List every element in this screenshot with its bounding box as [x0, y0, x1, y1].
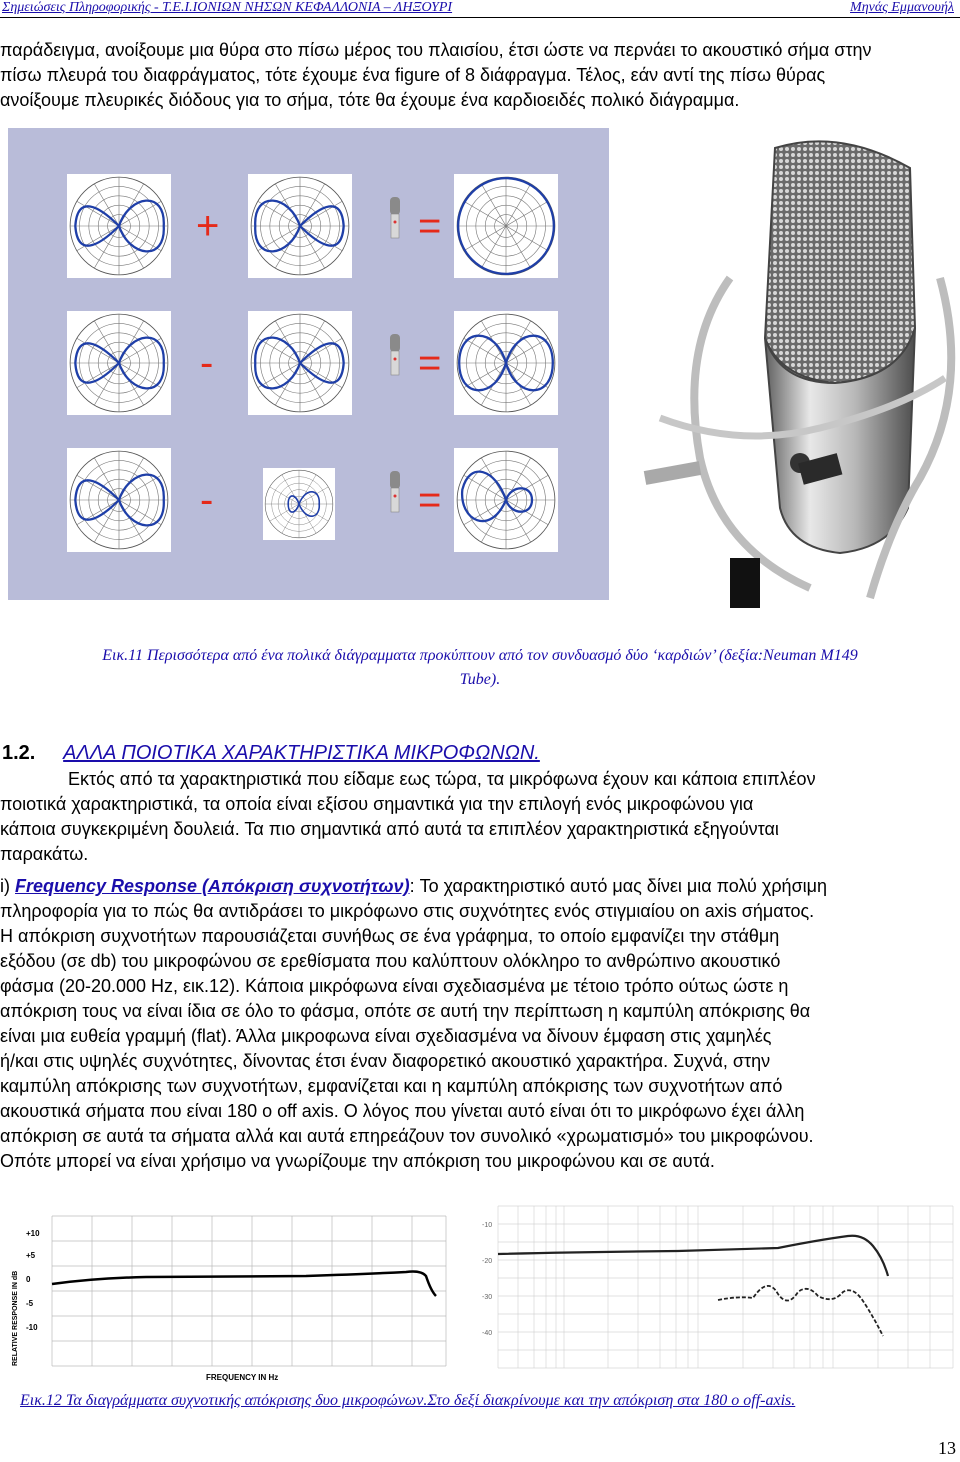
- intro-line: παράδειγμα, ανοίξουμε μια θύρα στο πίσω μέρος του πλαισίου, έτσι ώστε να περνάει το ακουστικό σήμα στην: [0, 40, 872, 60]
- figure11-caption: [0, 644, 960, 692]
- figure11-caption-line: Tube).: [459, 671, 501, 688]
- header-right[interactable]: Μηνάς Εμμανουήλ: [850, 0, 954, 15]
- y-tick-label: 0: [26, 1275, 31, 1284]
- polar-chart-cardioid-right: [248, 174, 352, 278]
- polar-chart-hypercardioid: [454, 448, 558, 552]
- figure11-caption-line: Εικ.11 Περισσότερα από ένα πολικά διάγραμματα προκύπτουν από τον συνδυασμό δύο ‘καρδιών’ (δεξία:Neuman M149: [102, 647, 858, 664]
- section-heading: [2, 742, 540, 765]
- y-tick-label: -30: [482, 1294, 493, 1301]
- microphone-icon: [388, 196, 402, 240]
- y-tick-label: +10: [26, 1229, 40, 1238]
- equals-sign: =: [418, 478, 442, 522]
- section-title[interactable]: ΑΛΛΑ ΠΟΙΟΤΙΚΑ ΧΑΡΑΚΤΗΡΙΣΤΙΚΑ ΜΙΚΡΟΦΩΝΩΝ.: [63, 742, 540, 764]
- section-number: 1.2.: [2, 742, 36, 764]
- equals-sign: =: [418, 341, 442, 385]
- para-text: : Το χαρακτηριστικό αυτό μας δίνει μια πολύ χρήσιμη: [409, 876, 828, 896]
- polar-chart-cardioid-left: [67, 311, 171, 415]
- para-line: ποιοτικά χαρακτηριστικά, τα οποία είναι εξίσου σημαντικά για την επιλογή ενός μικροφώνου για: [0, 794, 754, 814]
- header-rule: [0, 17, 960, 18]
- para-line: πληροφορία για το πώς θα αντιδράσει το μικρόφωνο στις συχνότητες ενός στιγμιαίου on axis σήματος.: [0, 901, 815, 921]
- para-line: Εκτός από τα χαρακτηριστικά που είδαμε εως τώρα, τα μικρόφωνα έχουν και κάποια επιπλέον: [68, 769, 816, 789]
- plus-sign: +: [196, 204, 220, 248]
- intro-paragraph: [0, 38, 960, 113]
- intro-line: πίσω πλευρά του διαφράγματος, τότε έχουμε ένα figure of 8 διάφραγμα. Τέλος, εάν αντί της πίσω θύρας: [0, 65, 826, 85]
- para-line: είναι μια ευθεία γραμμή (flat). Άλλα μικροφωνα είναι σχεδιασμένα να δίνουν έμφαση στις χαμηλές: [0, 1026, 772, 1046]
- paragraph-frequency-response: [0, 874, 960, 1174]
- page-number: 13: [938, 1438, 956, 1458]
- para-line: κάποια συγκεκριμένη δουλειά. Τα πιο σημαντικά από αυτά τα επιπλέον χαρακτηριστικά εξηγούνται: [0, 819, 779, 839]
- frequency-response-chart-left: [6, 1196, 450, 1382]
- para-line: καμπύλη απόκρισης των συχνοτήτων, εμφανίζεται και η καμπύλη απόκρισης των συχνοτήτων από: [0, 1076, 783, 1096]
- equals-sign: =: [418, 204, 442, 248]
- page-header: [0, 0, 960, 18]
- microphone-icon: [388, 333, 402, 377]
- polar-chart-small-cardioid: [263, 468, 335, 540]
- neumann-m149-microphone-photo: [640, 128, 960, 608]
- intro-line: ανοίξουμε πλευρικές διόδους για το σήμα, τότε θα έχουμε ένα καρδιοειδές πολικό διάγραμμα.: [0, 90, 740, 110]
- para-line: [0, 874, 960, 899]
- para-line: ακουστικά σήματα που είναι 180 o off axis. Ο λόγος που γίνεται αυτό είναι ότι το μικρόφωνο έχει άλλη: [0, 1101, 805, 1121]
- y-tick-label: +5: [26, 1251, 36, 1260]
- para-line: εξόδου (σε db) του μικροφώνου σε ερεθίσματα που καλύπτουν ολόκληρο το ανθρώπινο ακουστικό: [0, 951, 781, 971]
- figure12-caption[interactable]: Εικ.12 Τα διαγράμματα συχνοτικής απόκρισης δυο μικροφώνων.Στο δεξί διακρίνουμε και την απόκριση στα 180 o off-axis.: [20, 1392, 796, 1409]
- para-line: φάσμα (20-20.000 Hz, εικ.12). Κάποια μικρόφωνα είναι σχεδιασμένα με τέτοιο τρόπο ούτως ώστε η: [0, 976, 789, 996]
- polar-pattern-figure: [8, 128, 609, 600]
- minus-sign: -: [200, 341, 214, 385]
- item-prefix: i): [0, 876, 15, 896]
- para-line: ή/και στις υψηλές συχνότητες, δίνοντας έτσι έναν διαφορετικό ακουστικό χαρακτήρα. Συχνά, στην: [0, 1051, 771, 1071]
- microphone-icon: [388, 470, 402, 514]
- y-axis-label: RELATIVE RESPONSE IN dB: [12, 1270, 19, 1366]
- para-line: Η απόκριση συχνοτήτων παρουσιάζεται συνήθως σε ένα γράφημα, το οποίο εμφανίζει την στάθμη: [0, 926, 780, 946]
- para-line: απόκριση τους να είναι ίδια σε όλο το φάσμα, οπότε σε αυτή την περίπτωση η καμπύλη απόκρισης θα: [0, 1001, 811, 1021]
- polar-chart-cardioid-right: [248, 311, 352, 415]
- para-line: απόκριση σε αυτά τα σήματα αλλά και αυτά επηρεάζουν τον συνολικό «χρωματισμό» του μικροφώνου.: [0, 1126, 814, 1146]
- polar-chart-figure-8: [454, 311, 558, 415]
- frequency-response-term[interactable]: Frequency Response (Απόκριση συχνοτήτων): [15, 876, 410, 896]
- y-tick-label: -10: [26, 1323, 38, 1332]
- polar-chart-cardioid-left: [67, 174, 171, 278]
- y-tick-label: -5: [26, 1299, 34, 1308]
- polar-chart-cardioid-left: [67, 448, 171, 552]
- y-tick-label: -10: [482, 1222, 493, 1229]
- y-tick-label: -40: [482, 1330, 493, 1337]
- header-left[interactable]: Σημειώσεις Πληροφορικής - Τ.Ε.Ι.ΙΟΝΙΩΝ ΝΗΣΩΝ ΚΕΦΑΛΛΟΝΙΑ – ΛΗΞΟΥΡΙ: [2, 0, 453, 15]
- frequency-response-chart-right: [478, 1196, 956, 1382]
- y-tick-label: -20: [482, 1258, 493, 1265]
- x-axis-label: FREQUENCY IN Hz: [206, 1373, 279, 1382]
- paragraph-qualities: [0, 767, 960, 867]
- para-line: Οπότε μπορεί να είναι χρήσιμο να γνωρίζουμε την απόκριση του μικροφώνου και σε αυτά.: [0, 1151, 715, 1171]
- minus-sign: -: [200, 478, 214, 522]
- para-line: παρακάτω.: [0, 844, 89, 864]
- polar-chart-omni: [454, 174, 558, 278]
